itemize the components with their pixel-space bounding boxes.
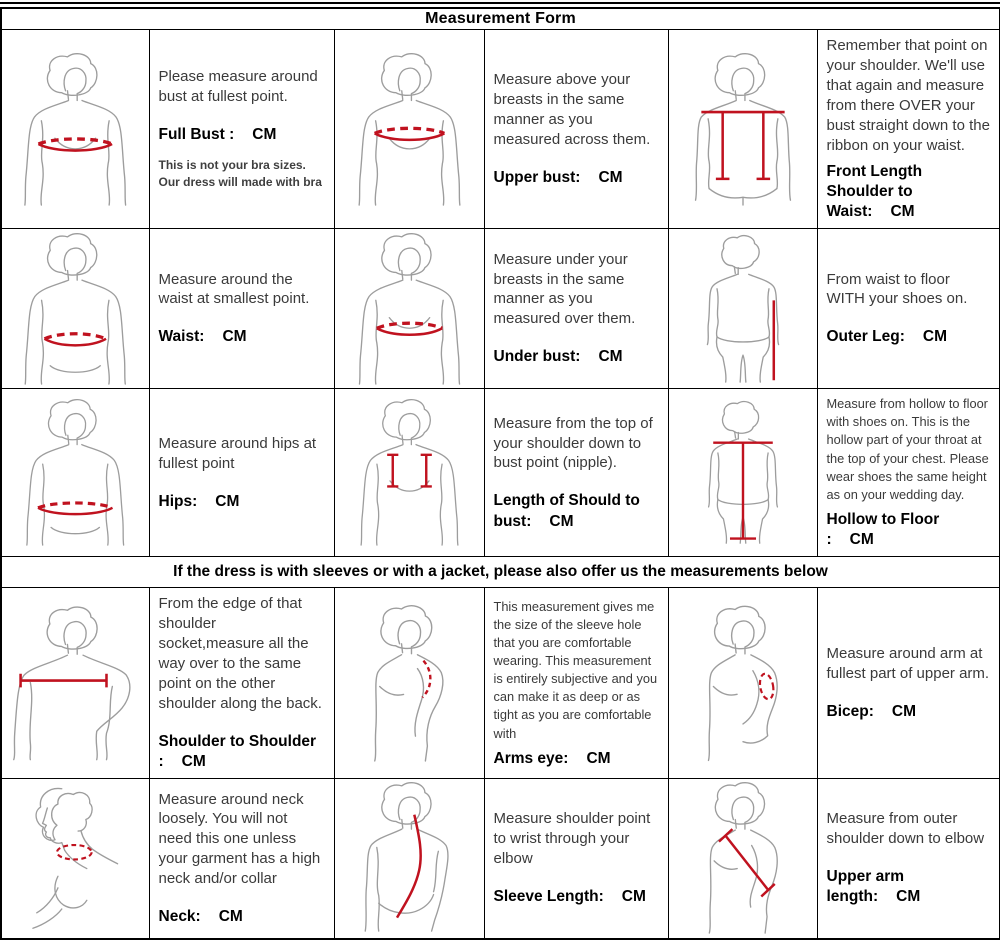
- measurement-label: [827, 162, 991, 222]
- measurement-cell: [817, 229, 1000, 389]
- measurement-cell: [149, 588, 334, 779]
- form-title: Measurement Form: [1, 8, 1000, 30]
- label-text: Bicep:: [826, 703, 874, 721]
- unit-cm: CM: [549, 512, 574, 530]
- measurement-label: [159, 732, 325, 772]
- measurement-form-table: [0, 7, 1000, 940]
- top-rule: [0, 2, 1000, 4]
- figure-cell: [668, 588, 817, 779]
- label-text: Upper bust:: [493, 168, 581, 186]
- bra-note: [159, 157, 325, 192]
- unit-cm: CM: [890, 202, 915, 220]
- label-text: Neck:: [158, 908, 201, 926]
- figure-cell: [668, 30, 817, 229]
- measurement-cell: [484, 779, 668, 939]
- measurement-description: From the edge of that shoulder socket,measure all the way over to the same point on the other shoulder along the back.: [158, 595, 322, 712]
- unit-cm: CM: [218, 908, 243, 926]
- label-text: Sleeve Length:: [493, 888, 604, 906]
- full-bust-figure-icon: [3, 53, 148, 206]
- figure-cell: [334, 229, 484, 389]
- figure-cell: [1, 389, 149, 557]
- measurement-description: This measurement gives me the size of the sleeve hole that you are comfortable wearing. This measurement is entirely subjective and you can make it as deep or as tight as you are comfortable with: [493, 598, 658, 741]
- measurement-row: [1, 229, 1000, 389]
- arm-eye-figure-icon: [336, 602, 483, 765]
- measurement-label: [159, 125, 325, 145]
- under-bust-figure-icon: [336, 233, 483, 385]
- neck-figure-icon: [3, 782, 148, 934]
- measurement-cell: [484, 229, 668, 389]
- label-text: Hips:: [158, 492, 198, 510]
- measurement-description: Measure around the waist at smallest point.: [158, 270, 310, 308]
- shoulder-to-shoulder-figure-icon: [3, 602, 148, 765]
- measurement-description: Measure above your breasts in the same manner as you measured across them.: [493, 71, 651, 148]
- unit-cm: CM: [849, 531, 874, 549]
- measurement-table-body: [1, 8, 1000, 939]
- measurement-label: [827, 867, 991, 907]
- shoulder-to-bust-figure-icon: [336, 399, 483, 546]
- label-text: Under bust:: [493, 348, 581, 366]
- hips-figure-icon: [3, 399, 148, 546]
- measurement-cell: [149, 389, 334, 557]
- measurement-description: Please measure around bust at fullest point.: [158, 67, 318, 105]
- measurement-description: Measure around neck loosely. You will not need this one unless your garment has a high neck and/or collar: [158, 790, 321, 888]
- label-text: Length of Should to bust:: [493, 492, 640, 530]
- measurement-label: [494, 491, 659, 531]
- measurement-label: [159, 327, 325, 347]
- label-text: Hollow to Floor :: [826, 510, 940, 549]
- label-text: Shoulder to Shoulder :: [158, 732, 317, 771]
- front-length-figure-icon: [670, 53, 816, 206]
- upper-bust-figure-icon: [336, 53, 483, 206]
- figure-cell: [1, 779, 149, 939]
- measurement-cell: [817, 588, 1000, 779]
- measurement-label: [494, 749, 659, 769]
- waist-figure-icon: [3, 233, 148, 385]
- measurement-label: [494, 168, 659, 188]
- measurement-row: [1, 389, 1000, 557]
- measurement-description: From waist to floor WITH your shoes on.: [826, 270, 968, 308]
- measurement-label: [159, 907, 325, 927]
- unit-cm: CM: [222, 328, 247, 346]
- figure-cell: [334, 588, 484, 779]
- figure-cell: [1, 30, 149, 229]
- measurement-row: [1, 588, 1000, 779]
- unit-cm: CM: [586, 749, 611, 767]
- unit-cm: CM: [252, 125, 277, 143]
- figure-cell: [1, 229, 149, 389]
- measurement-cell: [817, 389, 1000, 557]
- figure-cell: [334, 389, 484, 557]
- figure-cell: [668, 389, 817, 557]
- figure-cell: [1, 588, 149, 779]
- measurement-description: Measure around arm at fullest part of upper arm.: [826, 645, 990, 683]
- unit-cm: CM: [621, 888, 646, 906]
- unit-cm: CM: [896, 888, 921, 906]
- bicep-figure-icon: [670, 602, 816, 765]
- label-text: Arms eye:: [493, 749, 569, 767]
- unit-cm: CM: [922, 328, 947, 346]
- measurement-description: Measure from hollow to floor with shoes on. This is the hollow part of your throat at the top of your chest. Please wear shoes the same height as on your wedding day.: [826, 396, 989, 502]
- label-text: Full Bust :: [158, 125, 235, 143]
- measurement-cell: [484, 389, 668, 557]
- label-text: Front Length Shoulder to Waist:: [826, 162, 923, 220]
- bra-note-line: Our dress will made with bra: [158, 175, 322, 190]
- unit-cm: CM: [215, 492, 240, 510]
- measurement-description: Measure from the top of your shoulder down to bust point (nipple).: [493, 414, 653, 472]
- measurement-cell: [149, 229, 334, 389]
- measurement-description: Measure from outer shoulder down to elbow: [826, 810, 985, 848]
- unit-cm: CM: [181, 753, 206, 771]
- sleeve-length-figure-icon: [336, 782, 483, 934]
- measurement-label: [494, 887, 659, 907]
- figure-cell: [334, 30, 484, 229]
- measurement-description: Measure around hips at fullest point: [158, 434, 317, 472]
- figure-cell: [668, 229, 817, 389]
- subheader-title: If the dress is with sleeves or with a jacket, please also offer us the measurements below: [1, 557, 1000, 588]
- measurement-label: [494, 347, 659, 367]
- label-text: Outer Leg:: [826, 328, 905, 346]
- measurement-row: [1, 779, 1000, 939]
- label-text: Upper arm length:: [826, 868, 905, 906]
- measurement-cell: [484, 588, 668, 779]
- label-text: Waist:: [158, 328, 205, 346]
- measurement-cell: [817, 30, 1000, 229]
- unit-cm: CM: [891, 703, 916, 721]
- measurement-label: [827, 327, 991, 347]
- measurement-description: Measure under your breasts in the same manner as you measured over them.: [493, 250, 636, 328]
- measurement-label: [827, 510, 991, 550]
- hollow-to-floor-figure-icon: [670, 399, 816, 546]
- measurement-cell: [484, 30, 668, 229]
- measurement-cell: [149, 779, 334, 939]
- measurement-cell: [817, 779, 1000, 939]
- upper-arm-length-figure-icon: [670, 782, 816, 934]
- unit-cm: CM: [598, 168, 623, 186]
- measurement-label: [827, 702, 991, 722]
- figure-cell: [668, 779, 817, 939]
- outer-leg-figure-icon: [670, 233, 816, 385]
- bra-note-line: This is not your bra sizes.: [158, 157, 306, 172]
- measurement-label: [159, 492, 325, 512]
- unit-cm: CM: [598, 348, 623, 366]
- measurement-description: Measure shoulder point to wrist through your elbow: [493, 810, 651, 868]
- measurement-description: Remember that point on your shoulder. We'll use that again and measure from there OVER your bust straight down to the ribbon on your waist.: [826, 37, 990, 154]
- measurement-row: [1, 30, 1000, 229]
- figure-cell: [334, 779, 484, 939]
- measurement-cell: [149, 30, 334, 229]
